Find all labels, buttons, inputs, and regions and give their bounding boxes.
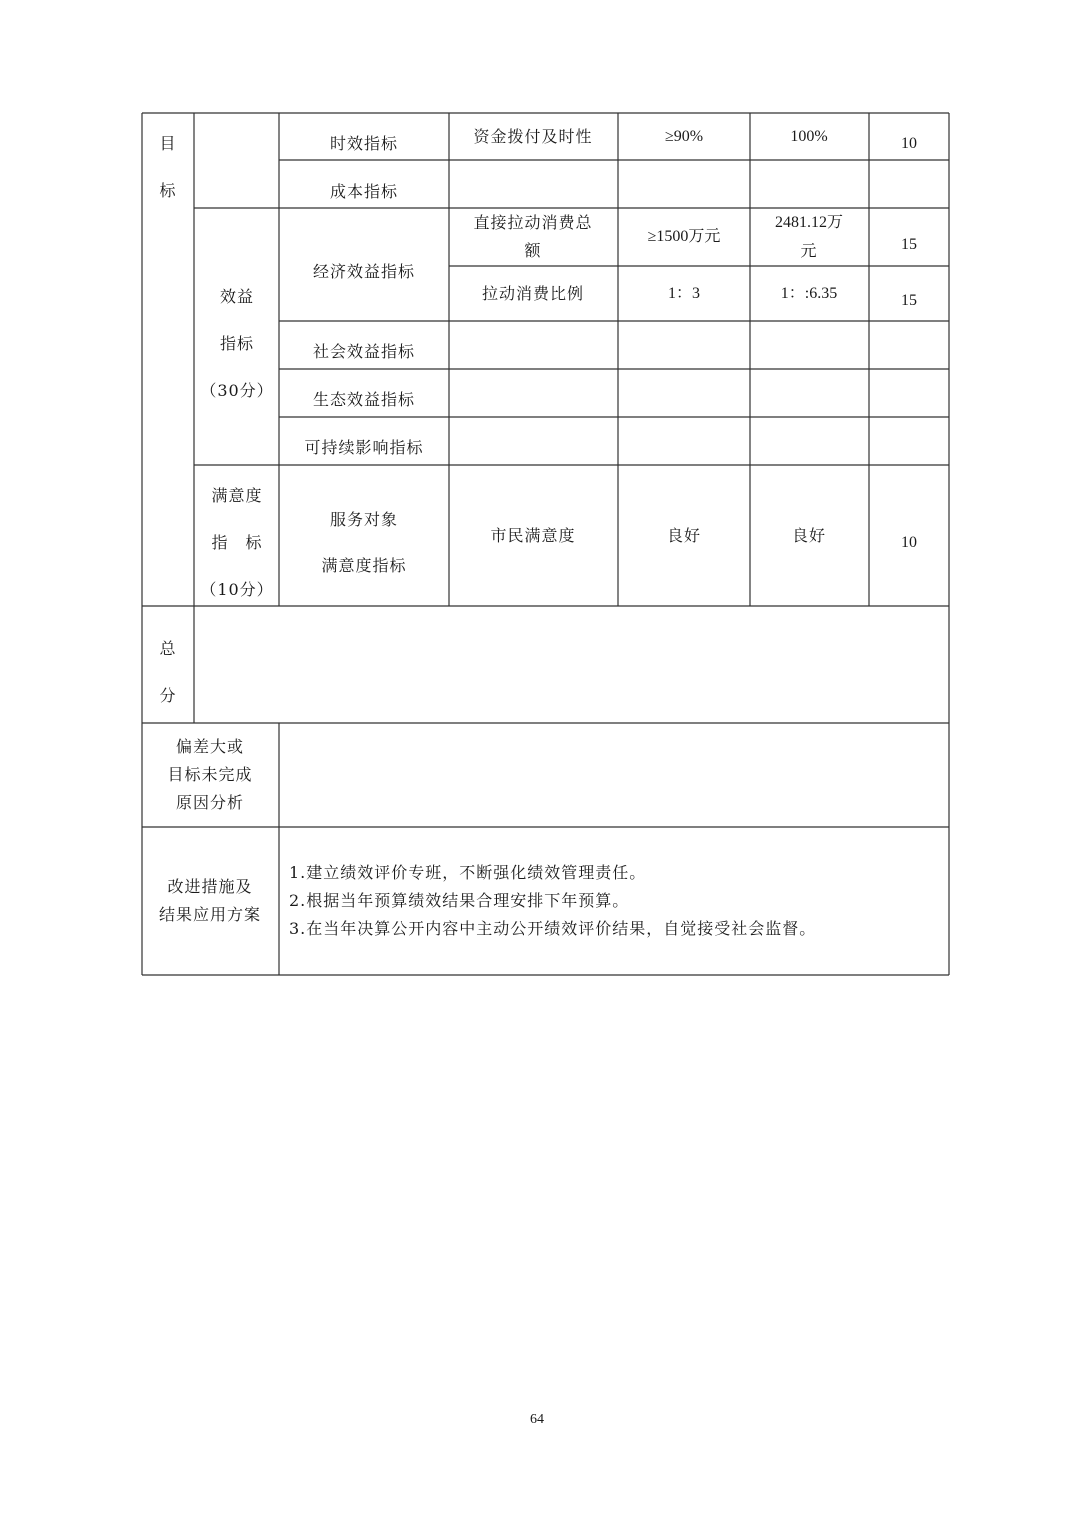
benefit-category-line: 效益	[219, 287, 255, 306]
satisfaction-indicator-line: 满意度指标	[321, 556, 407, 575]
economic-item-line: 拉动消费比例	[481, 284, 585, 303]
improvement-item: 1.建立绩效评价专班，不断强化绩效管理责任。	[289, 863, 647, 882]
satisfaction-category-line: 满意度	[211, 486, 263, 505]
timeliness-item: 资金拨付及时性	[473, 127, 593, 146]
timeliness-target: ≥90%	[664, 128, 704, 145]
economic-target: ≥1500万元	[647, 228, 721, 245]
deviation-label-line: 原因分析	[175, 793, 245, 812]
economic-actual-line: 元	[800, 241, 818, 260]
economic-target: 1：3	[667, 285, 701, 302]
economic-score: 15	[901, 236, 917, 253]
improvement-item: 3.在当年决算公开内容中主动公开绩效评价结果，自觉接受社会监督。	[289, 919, 817, 938]
goal-label-char: 目	[159, 134, 177, 153]
economic-indicator: 经济效益指标	[312, 262, 416, 281]
economic-actual-line: 1：:6.35	[780, 285, 838, 302]
economic-item-line: 直接拉动消费总	[473, 213, 593, 232]
improvement-label-line: 改进措施及	[167, 877, 253, 896]
social-indicator: 社会效益指标	[312, 342, 416, 361]
satisfaction-indicator-line: 服务对象	[329, 510, 399, 529]
satisfaction-actual: 良好	[791, 526, 827, 545]
improvement-label-line: 结果应用方案	[158, 905, 262, 924]
benefit-category-line: （30分）	[200, 381, 274, 400]
satisfaction-item: 市民满意度	[490, 526, 576, 545]
deviation-label-line: 偏差大或	[175, 737, 245, 756]
sustainable-indicator: 可持续影响指标	[304, 438, 424, 457]
page-number: 64	[530, 1412, 544, 1427]
timeliness-score: 10	[901, 135, 917, 152]
benefit-category-line: 指标	[219, 334, 255, 353]
satisfaction-target: 良好	[666, 526, 702, 545]
total-label-char: 分	[159, 686, 177, 705]
economic-item-line: 额	[524, 241, 542, 260]
satisfaction-category-line: 指 标	[211, 533, 263, 552]
ecological-indicator: 生态效益指标	[312, 390, 416, 409]
deviation-label-line: 目标未完成	[167, 765, 253, 784]
timeliness-actual: 100%	[790, 128, 828, 145]
economic-score: 15	[901, 292, 917, 309]
improvement-item: 2.根据当年预算绩效结果合理安排下年预算。	[289, 891, 630, 910]
goal-label-char: 标	[159, 181, 177, 200]
timeliness-indicator: 时效指标	[329, 134, 399, 153]
total-label-char: 总	[159, 639, 177, 658]
economic-actual-line: 2481.12万	[774, 214, 844, 231]
satisfaction-score: 10	[901, 534, 917, 551]
cost-indicator: 成本指标	[329, 182, 399, 201]
satisfaction-category-line: （10分）	[200, 580, 274, 599]
